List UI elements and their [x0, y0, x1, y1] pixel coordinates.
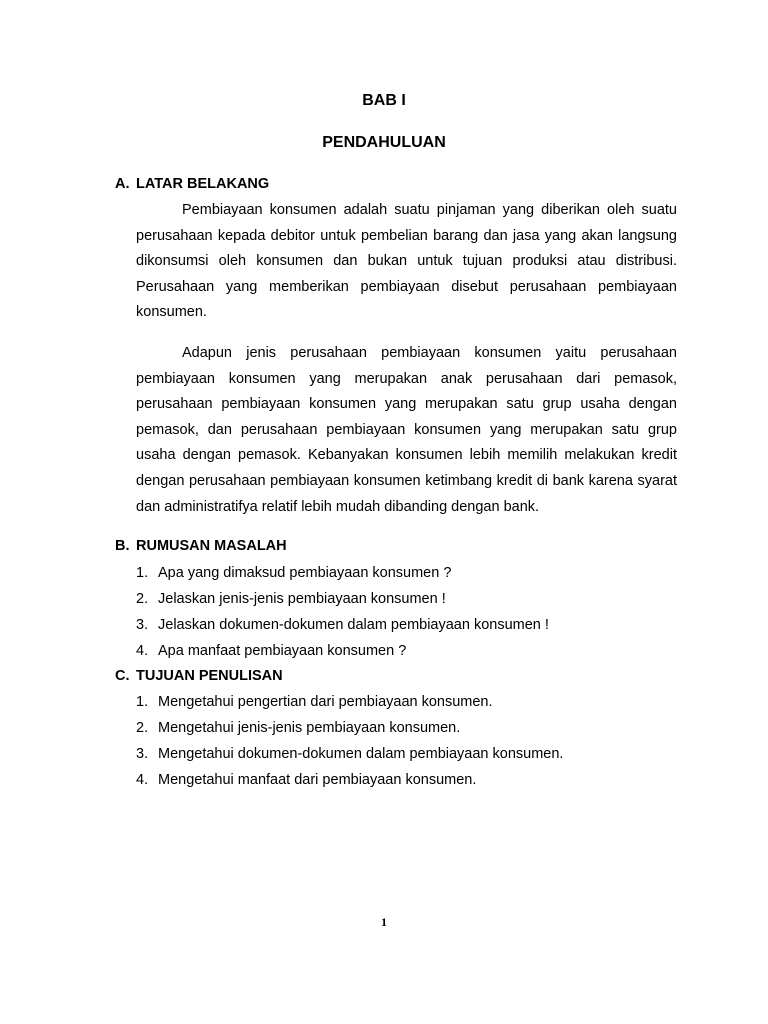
list-text: Mengetahui jenis-jenis pembiayaan konsumen.	[158, 720, 461, 736]
list-item	[136, 715, 563, 741]
section-title: LATAR BELAKANG	[136, 176, 270, 192]
list-number: 1.	[136, 565, 149, 581]
list-number: 3.	[136, 746, 149, 762]
list-text: Apa yang dimaksud pembiayaan konsumen ?	[158, 565, 452, 581]
list-item	[136, 767, 563, 793]
list-item	[136, 612, 549, 638]
chapter-label: BAB I	[362, 92, 406, 109]
list-item	[136, 560, 549, 586]
list-text: Mengetahui dokumen-dokumen dalam pembiayaan konsumen.	[158, 746, 564, 762]
list-text: Apa manfaat pembiayaan konsumen ?	[158, 643, 407, 659]
list-item	[136, 741, 563, 767]
list-number: 4.	[136, 643, 149, 659]
list-number: 3.	[136, 617, 149, 633]
paragraph-2: Adapun jenis perusahaan pembiayaan konsumen yaitu perusahaan pembiayaan konsumen yang merupakan anak perusahaan dari pemasok, perusahaan pembiayaan konsumen yang merupakan satu grup usaha dengan pemasok, dan perusahaan pembiayaan konsumen yang merupakan satu grup usaha dengan pemasok. Kebanyakan konsumen lebih memilih melakukan kredit dengan perusahaan pembiayaan konsumen ketimbang kredit di bank karena syarat dan administratifya relatif lebih mudah dibanding dengan bank.	[136, 345, 677, 515]
tujuan-penulisan-list	[136, 689, 563, 793]
section-heading-rumusan-masalah	[115, 538, 287, 554]
section-letter: C.	[115, 668, 130, 684]
section-title: TUJUAN PENULISAN	[136, 668, 283, 684]
list-number: 2.	[136, 591, 149, 607]
section-heading-latar-belakang	[115, 176, 269, 192]
list-text: Mengetahui pengertian dari pembiayaan konsumen.	[158, 694, 493, 710]
paragraph-1: Pembiayaan konsumen adalah suatu pinjaman yang diberikan oleh suatu perusahaan kepada debitor untuk pembelian barang dan jasa yang akan langsung dikonsumsi oleh konsumen dan bukan untuk tujuan produksi atau distribusi. Perusahaan yang memberikan pembiayaan disebut perusahaan pembiayaan konsumen.	[136, 202, 677, 321]
list-item	[136, 689, 563, 715]
list-text: Jelaskan dokumen-dokumen dalam pembiayaan konsumen !	[158, 617, 549, 633]
list-number: 4.	[136, 772, 149, 788]
section-letter: B.	[115, 538, 130, 554]
section-title: RUMUSAN MASALAH	[136, 538, 287, 554]
list-item	[136, 586, 549, 612]
section-heading-tujuan-penulisan	[115, 668, 283, 684]
list-number: 1.	[136, 694, 149, 710]
list-item	[136, 638, 549, 664]
section-letter: A.	[115, 176, 130, 192]
list-text: Mengetahui manfaat dari pembiayaan konsumen.	[158, 772, 477, 788]
rumusan-masalah-list	[136, 560, 549, 664]
page-number: 1	[381, 915, 387, 929]
list-text: Jelaskan jenis-jenis pembiayaan konsumen !	[158, 591, 446, 607]
chapter-title: PENDAHULUAN	[322, 134, 446, 151]
list-number: 2.	[136, 720, 149, 736]
